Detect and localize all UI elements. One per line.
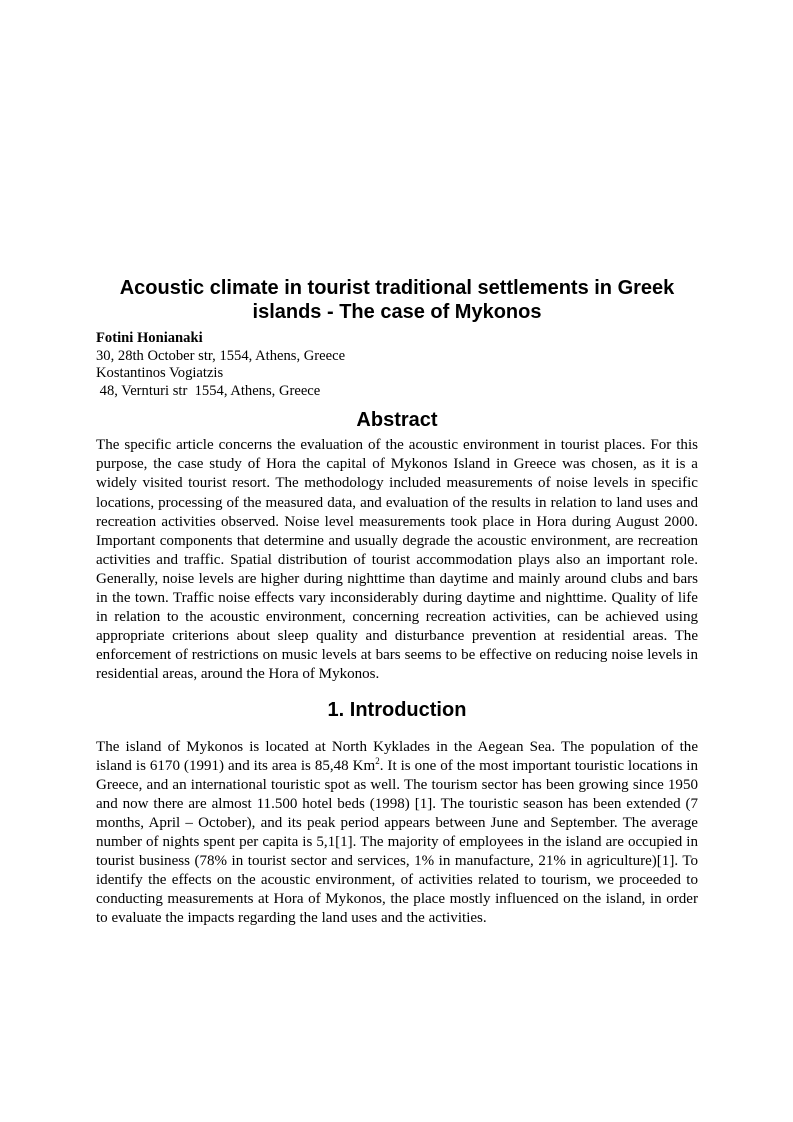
author-address: 30, 28th October str, 1554, Athens, Greece (96, 347, 346, 364)
abstract-paragraph: The specific article concerns the evaluation of the acoustic environment in tourist places. For this purpose, the case study of Hora the capital of Mykonos Island in Greece was chosen, as it is a widely visited tourist resort. The methodology included measurements of noise levels in specific locations, processing of the measured data, and evaluation of the results in relation to land uses and recreation activities observed. Noise level measurements took place in Hora during August 2000. Important components that determine and usually degrade the acoustic environment, are recreation activities and traffic. Spatial distribution of tourist accommodation plays also an important role. Generally, noise levels are higher during nighttime than daytime and mainly around clubs and bars in the town. Traffic noise effects vary inconsiderably during daytime and nighttime. Quality of life in relation to the acoustic environment, concerning recreation activities, can be achieved using appropriate criterions about sleep quality and disturbance prevention at residential areas. The enforcement of restrictions on music levels at bars seems to be effective on reducing noise levels in residential areas, around the Hora of Mykonos. (96, 437, 698, 682)
introduction-paragraph (96, 738, 698, 928)
author-block (96, 330, 698, 400)
author-name: Fotini Honianaki (96, 330, 203, 346)
author-name: Kostantinos Vogiatzis (96, 365, 224, 382)
intro-text-part: . It is one of the most important touristic locations in Greece, and an international touristic spot as well. The tourism sector has been growing since 1950 and now there are almost 11.500 hotel beds (1998) [1]. The touristic season has been extended (7 months, April – October), and its peak period appears between June and September. The average number of nights spent per capita is 5,1[1]. The majority of employees in the island are occupied in tourist business (78% in tourist sector and services, 1% in manufacture, 21% in agriculture)[1]. To identify the effects on the acoustic environment, of activities related to tourism, we proceeded to conducting measurements at Hora of Mykonos, the place mostly influenced on the island, in order to evaluate the impacts regarding the land uses and the activities. (96, 758, 698, 927)
abstract-heading: Abstract (356, 409, 438, 432)
paper-title: Acoustic climate in tourist traditional settlements in Greek islands - The case of Mykonos (119, 277, 675, 323)
page-content (96, 276, 698, 928)
intro-text-part: The island of Mykonos is located at North Kyklades in the Aegean Sea. The population of the island is 6170 (1991) and its area is 85,48 Km (96, 738, 698, 775)
section-heading-introduction: 1. Introduction (327, 698, 467, 721)
author-address: 48, Vernturi str 1554, Athens, Greece (96, 382, 321, 399)
superscript: 2 (375, 756, 380, 767)
